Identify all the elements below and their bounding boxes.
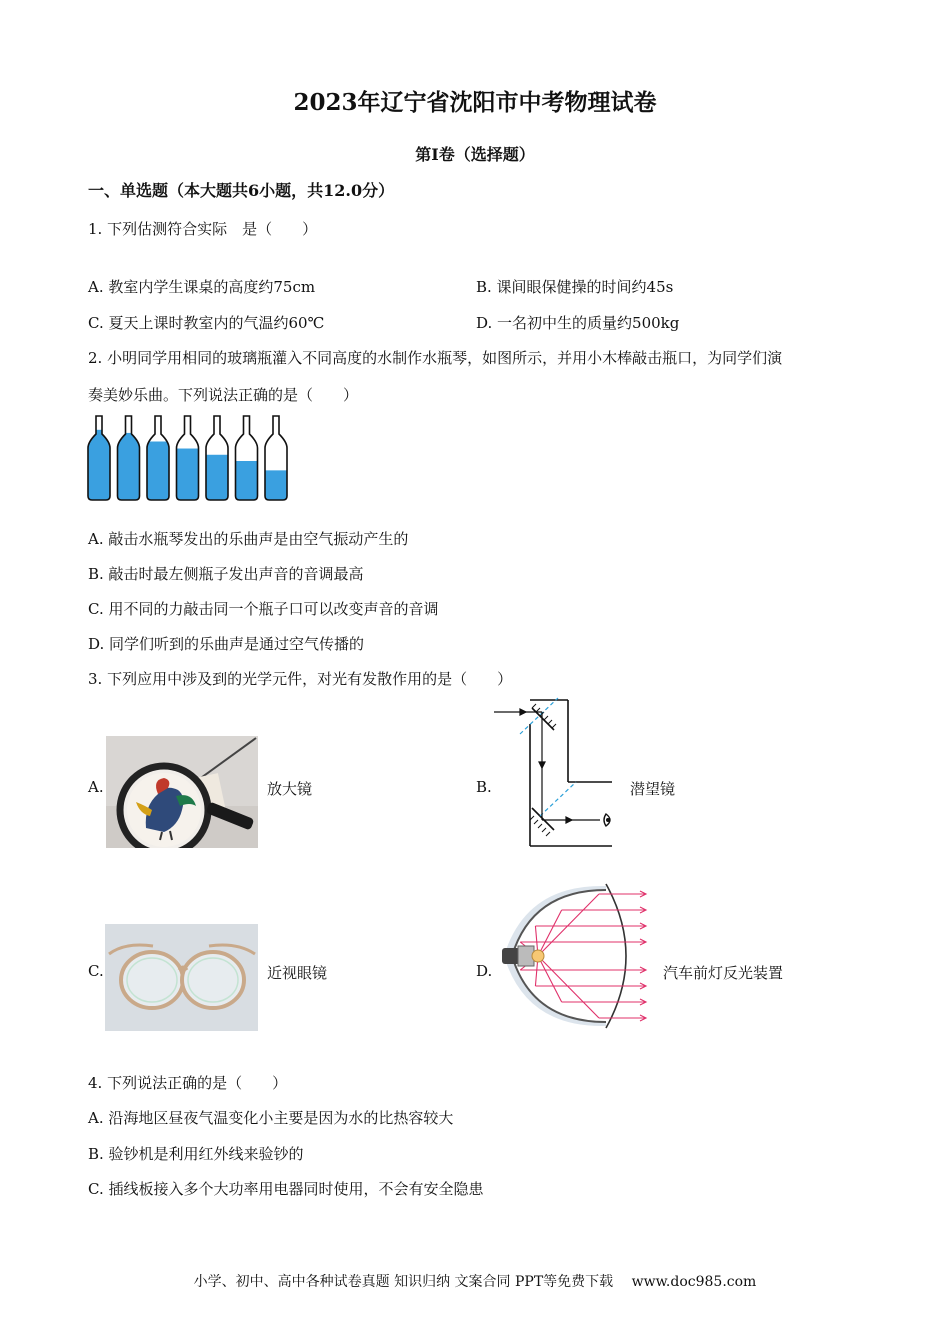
q3-option-a-letter: A.: [88, 778, 104, 796]
q4-option-c: C. 插线板接入多个大功率用电器同时使用，不会有安全隐患: [88, 1180, 484, 1198]
q1-option-c: C. 夏天上课时教室内的气温约60℃: [88, 314, 325, 332]
question-2-stem-line2: 奏美妙乐曲。下列说法正确的是（ ）: [88, 386, 359, 404]
bottle-water: [175, 449, 201, 502]
q3-option-b-letter: B.: [476, 778, 492, 796]
q2-option-b: B. 敲击时最左侧瓶子发出声音的音调最高: [88, 565, 364, 583]
periscope-diagram: [490, 696, 630, 852]
q1-option-a: A. 教室内学生课桌的高度约75cm: [88, 278, 316, 296]
q3-option-d-label: 汽车前灯反光装置: [663, 964, 784, 982]
glasses-image: [105, 924, 258, 1031]
bottle-water: [263, 470, 289, 502]
q2-option-c: C. 用不同的力敲击同一个瓶子口可以改变声音的音调: [88, 600, 439, 618]
question-4-stem: 4. 下列说法正确的是（ ）: [88, 1074, 288, 1092]
headlight-reflector-diagram: [496, 880, 656, 1032]
bottle-water: [204, 455, 230, 502]
q4-option-a: A. 沿海地区昼夜气温变化小主要是因为水的比热容较大: [88, 1109, 454, 1127]
question-2-stem-line1: 2. 小明同学用相同的玻璃瓶灌入不同高度的水制作水瓶琴，如图所示，并用小木棒敲击瓶口，为同学们演: [88, 349, 783, 367]
bottle-water: [234, 461, 260, 502]
q3-option-a-label: 放大镜: [267, 780, 313, 798]
q1-option-d: D. 一名初中生的质量约500kg: [476, 314, 680, 332]
water-bottles-figure: [86, 412, 296, 504]
page-footer: 小学、初中、高中各种试卷真题 知识归纳 文案合同 PPT等免费下载 www.doc985.com: [193, 1274, 757, 1290]
question-1-stem: 1. 下列估测符合实际 是（ ）: [88, 220, 318, 238]
q3-option-b-label: 潜望镜: [630, 780, 676, 798]
q3-option-c-label: 近视眼镜: [267, 964, 328, 982]
q2-option-a: A. 敲击水瓶琴发出的乐曲声是由空气振动产生的: [88, 530, 409, 548]
paper-subtitle: 第I卷（选择题）: [415, 145, 535, 164]
q2-option-d: D. 同学们听到的乐曲声是通过空气传播的: [88, 635, 365, 653]
question-3-stem: 3. 下列应用中涉及到的光学元件，对光有发散作用的是（ ）: [88, 670, 513, 688]
q4-option-b: B. 验钞机是利用红外线来验钞的: [88, 1145, 304, 1163]
page-title: 2023年辽宁省沈阳市中考物理试卷: [293, 89, 657, 116]
q3-option-c-letter: C.: [88, 962, 104, 980]
magnifier-image: [106, 736, 258, 848]
section-heading: 一、单选题（本大题共6小题，共12.0分）: [88, 181, 395, 200]
q1-option-b: B. 课间眼保健操的时间约45s: [476, 278, 674, 296]
bottle-water: [145, 442, 171, 503]
q3-option-d-letter: D.: [476, 962, 493, 980]
